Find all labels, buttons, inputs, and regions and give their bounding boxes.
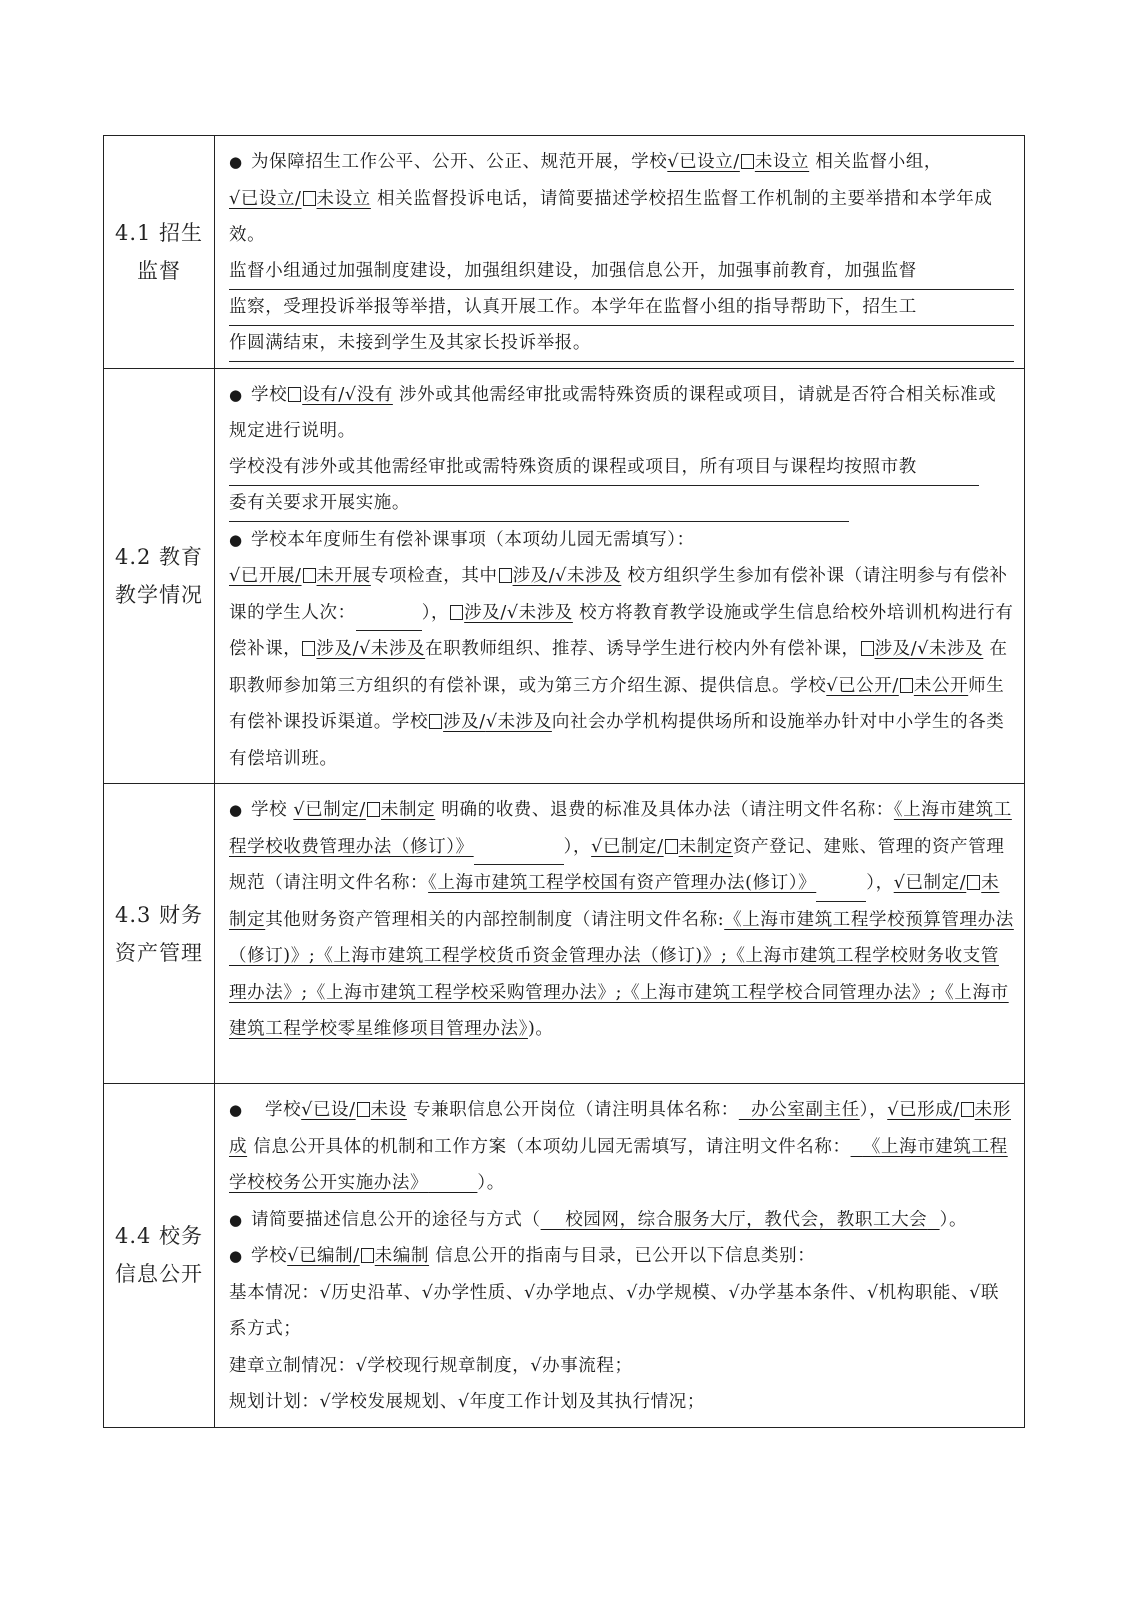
checkbox-icon	[450, 605, 463, 620]
bullet-paragraph: ● 学校√已设/ 未设 专兼职信息公开岗位（请注明具体名称： 办公室副主任），√已形成/ 未形成 信息公开具体的机制和工作方案（本项幼儿园无需填写，请注明文件名称： 《上海市建筑工程学校校务公开实施办法》 ）。	[229, 1092, 1014, 1202]
label-line: 教学情况	[115, 582, 203, 607]
checkbox-icon	[303, 568, 316, 583]
school-report-table	[103, 135, 1025, 1428]
bullet-icon: ●	[229, 1210, 243, 1229]
blank-field	[474, 844, 564, 865]
label-line: 信息公开	[115, 1262, 203, 1287]
row-label	[104, 784, 215, 1084]
label-line: 4.4 校务	[114, 1224, 204, 1249]
bullet-icon: ●	[229, 1101, 243, 1119]
row-information-disclosure	[104, 1084, 1025, 1428]
bullet-paragraph: ● 学校本年度师生有偿补课事项（本项幼儿园无需填写）：	[229, 522, 1014, 559]
checkbox-icon	[367, 802, 380, 817]
checkbox-icon	[900, 678, 913, 693]
checkbox-icon	[961, 1102, 974, 1117]
row-content	[215, 136, 1025, 369]
label-line: 4.1 招生	[114, 220, 204, 245]
bullet-paragraph: ● 请简要描述信息公开的途径与方式（ 校园网，综合服务大厅，教代会，教职工大会 ）。	[229, 1202, 1014, 1239]
bullet-paragraph: ● 学校 设有/√没有 涉外或其他需经审批或需特殊资质的课程或项目，请就是否符合相关标准或规定进行说明。	[229, 377, 1014, 450]
row-enrollment-supervision	[104, 136, 1025, 369]
answer-text: 学校没有涉外或其他需经审批或需特殊资质的课程或项目，所有项目与课程均按照市教 委有关要求开展实施。	[229, 450, 849, 522]
bullet-icon: ●	[229, 801, 243, 819]
checkbox-icon	[861, 641, 874, 656]
row-content	[215, 784, 1025, 1084]
bullet-icon: ●	[229, 530, 243, 549]
checkbox-icon	[361, 1248, 374, 1263]
bullet-paragraph: ● 为保障招生工作公平、公开、公正、规范开展，学校√已设立/ 未设立 相关监督小组， √已设立/ 未设立 相关监督投诉电话，请简要描述学校招生监督工作机制的主要举措和本学年成效。	[229, 144, 1014, 254]
bullet-paragraph: ● 学校√已编制/ 未编制 信息公开的指南与目录，已公开以下信息类别：	[229, 1238, 1014, 1275]
blank-field	[816, 881, 866, 902]
category-line: 规划计划：√学校发展规划、√年度工作计划及其执行情况；	[229, 1392, 706, 1412]
row-content	[215, 1084, 1025, 1428]
checkbox-icon	[429, 714, 442, 729]
label-line: 监督	[137, 258, 181, 283]
bullet-icon: ●	[229, 153, 243, 171]
row-content	[215, 368, 1025, 784]
row-label	[104, 1084, 215, 1428]
checkbox-icon	[288, 387, 301, 402]
answer-text: 监督小组通过加强制度建设，加强组织建设，加强信息公开，加强事前教育，加强监督 监察，受理投诉举报等举措，认真开展工作。本学年在监督小组的指导帮助下，招生工 作圆满结束，未接到学生及其家长投诉举报。	[229, 254, 1014, 362]
row-finance	[104, 784, 1025, 1084]
category-line: 建章立制情况：√学校现行规章制度，√办事流程；	[229, 1355, 633, 1376]
checkbox-icon	[357, 1102, 370, 1117]
row-teaching	[104, 368, 1025, 784]
checkbox-icon	[741, 154, 754, 169]
row-label	[104, 136, 215, 369]
row-label	[104, 368, 215, 784]
checkbox-icon	[665, 839, 678, 854]
blank-field	[356, 610, 422, 631]
bullet-icon: ●	[229, 385, 243, 404]
label-line: 4.2 教育	[114, 544, 204, 569]
category-line: 基本情况：√历史沿革、√办学性质、√办学地点、√办学规模、√办学基本条件、√机构职能、√联系方式；	[229, 1282, 1000, 1339]
bullet-icon: ●	[229, 1247, 243, 1265]
checkbox-icon	[499, 568, 512, 583]
checkbox-icon	[303, 191, 316, 206]
checkbox-icon	[967, 875, 980, 890]
bullet-paragraph: ● 学校 √已制定/ 未制定 明确的收费、退费的标准及具体办法（请注明文件名称：《上海市建筑工程学校收费管理办法（修订）》 ），√已制定/ 未制定资产登记、建账、管理的资产管理规范（请注明文件名称：《上海市建筑工程学校国有资产管理办法(修订）》 ），√已制定/ 未制定其他财务资产管理相关的内部控制制度（请注明文件名称:《上海市建筑工程学校预算管理办法（修订)》;《上海市建筑工程学校货币资金管理办法（修订)》;《上海市建筑工程学校财务收支管理办法》;《上海市建筑工程学校采购管理办法》;《上海市建筑工程学校合同管理办法》;《上海市建筑工程学校零星维修项目管理办法》)。	[229, 792, 1014, 1048]
label-line: 4.3 财务	[114, 902, 204, 927]
tutoring-check-paragraph: √已开展/ 未开展专项检查，其中 涉及/√未涉及 校方组织学生参加有偿补课（请注明参与有偿补课的学生人次： ）， 涉及/√未涉及 校方将教育教学设施或学生信息给校外培训机构进行有偿补课， 涉及/√未涉及在职教师组织、推荐、诱导学生进行校内外有偿补课， 涉及/√未涉及 在职教师参加第三方组织的有偿补课，或为第三方介绍生源、提供信息。学校√已公开/ 未公开师生有偿补课投诉渠道。学校 涉及/√未涉及向社会办学机构提供场所和设施举办针对中小学生的各类有偿培训班。	[229, 566, 1014, 769]
label-line: 资产管理	[115, 940, 203, 965]
checkbox-icon	[302, 641, 315, 656]
